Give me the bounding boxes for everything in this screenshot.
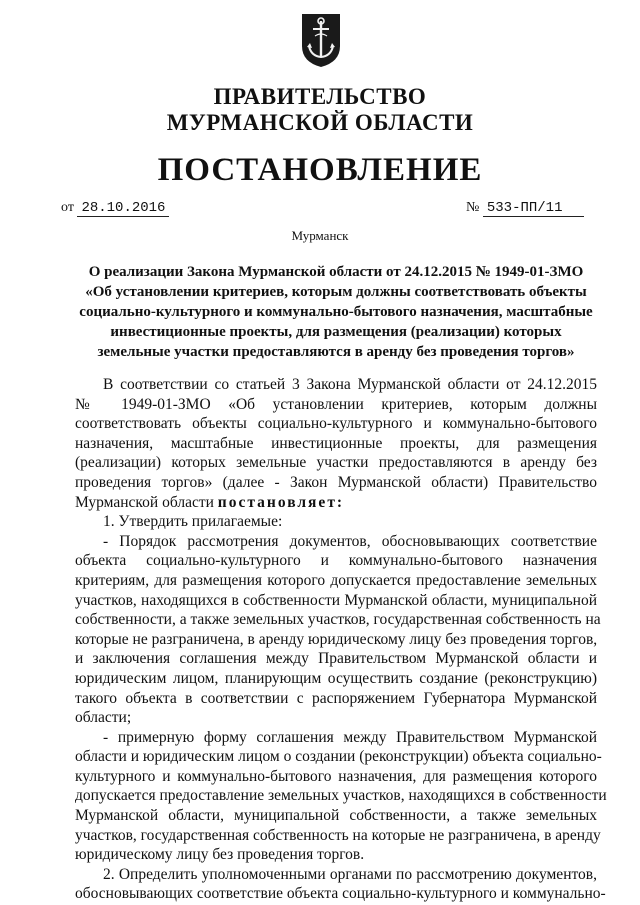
body-line: такого объекта в соответствии с распоряжением Губернатора Мурманской: [75, 689, 597, 707]
body-line: соответствовать объекты социально-культурного и коммунально-бытового: [75, 415, 597, 433]
date-line: [61, 200, 169, 216]
document-date: 28.10.2016: [77, 200, 169, 217]
body-line: - примерную форму соглашения между Правительством Мурманской: [103, 728, 597, 746]
body-line: критериям, для размещения которого допускается предоставление земельных: [75, 571, 597, 589]
body-line: объекта социально-культурного и коммунально-бытового назначения: [75, 552, 597, 570]
body-line: 2. Определить уполномоченными органами по рассмотрению документов,: [103, 865, 597, 883]
body-line: юридическому лицу без проведения торгов.: [75, 846, 365, 864]
body-line: участков, государственная собственность на которые не разграничена, в аренду: [75, 826, 601, 844]
body-line: В соответствии со статьей 3 Закона Мурманской области от 24.12.2015: [103, 376, 597, 393]
document-title: [70, 262, 602, 362]
body-line: Мурманской области, муниципальной собственности, а также земельных: [75, 807, 597, 825]
title-line: инвестиционные проекты, для размещения (реализации) которых: [110, 324, 562, 340]
body-line-text: Мурманской области: [75, 493, 218, 511]
body-line: (реализации) которых земельные участки предоставляются в аренду без: [75, 454, 597, 472]
body-line: участков, находящихся в собственности Мурманской области, муниципальной: [75, 591, 597, 609]
body-line: культурного и коммунально-бытового назначения, для размещения которого: [75, 767, 597, 785]
body-line: юридическим лицом, планирующим осуществить создание (реконструкцию): [75, 669, 597, 687]
body-line: № 1949-01-ЗМО «Об установлении критериев, которым должны: [75, 395, 597, 413]
body-line: обосновывающих соответствие объекта социально-культурного и коммунально-: [75, 885, 606, 903]
document-number: 533-ПП/11: [483, 200, 585, 217]
body-line: проведения торгов» (далее - Закон Мурманской области) Правительство: [75, 473, 597, 491]
government-name-line2: МУРМАНСКОЙ ОБЛАСТИ: [166, 110, 474, 135]
title-line: «Об установлении критериев, которым должны соответствовать объекты: [85, 284, 587, 300]
body-line: и заключения соглашения между Правительством Мурманской области и: [75, 650, 597, 668]
title-line: земельные участки предоставляются в аренду без проведения торгов»: [97, 344, 575, 360]
title-line: социально-культурного и коммунально-бытового назначения, масштабные: [79, 304, 593, 320]
resolution-word: постановляет:: [217, 493, 345, 511]
body-line: которые не разграничена, в аренду юридическому лицу без проведения торгов,: [75, 630, 598, 648]
body-line: области;: [75, 709, 132, 727]
item-1: 1. Утвердить прилагаемые:: [103, 513, 283, 531]
government-name-line1: ПРАВИТЕЛЬСТВО: [213, 84, 427, 109]
body-line: - Порядок рассмотрения документов, обосновывающих соответствие: [103, 532, 597, 550]
body-line: области и юридическим лицом о создании (реконструкции) объекта социально-: [75, 748, 602, 766]
title-line: О реализации Закона Мурманской области от 24.12.2015 № 1949-01-ЗМО: [88, 264, 584, 280]
date-prefix: от: [61, 200, 74, 215]
document-body: [75, 375, 607, 904]
body-line: [75, 493, 597, 513]
number-line: [466, 200, 584, 216]
coat-of-arms-icon: [299, 12, 343, 68]
city: Мурманск: [291, 228, 349, 243]
number-prefix: №: [466, 200, 480, 215]
document-type: ПОСТАНОВЛЕНИЕ: [157, 152, 483, 188]
body-line: собственности, а также земельных участков, государственная собственность на: [75, 611, 601, 629]
body-line: допускается предоставление земельных участков, находящихся в собственности: [75, 787, 607, 805]
body-line: назначения, масштабные инвестиционные проекты, для размещения: [75, 434, 597, 452]
